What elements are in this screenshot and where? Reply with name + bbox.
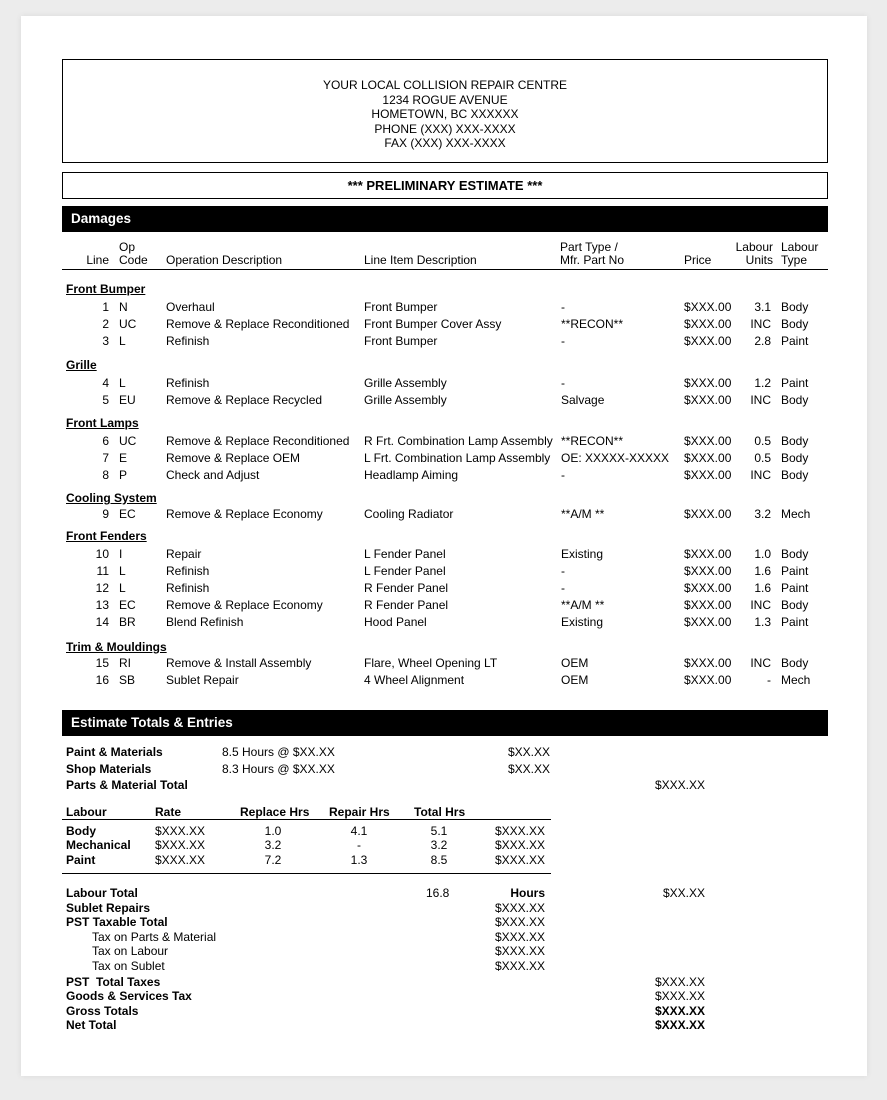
labour-units: INC [750, 317, 771, 331]
repair-hrs: 1.3 [350, 853, 368, 867]
line-number: 6 [102, 434, 109, 448]
labour-type: Paint [781, 376, 809, 390]
header-line: Line [86, 253, 109, 267]
price: $XXX.00 [684, 468, 732, 482]
operation-description: Remove & Replace Reconditioned [166, 317, 350, 331]
operation-description: Refinish [166, 564, 210, 578]
line-item-description: Front Bumper [364, 334, 438, 348]
shop-phone: PHONE (XXX) XXX-XXXX [374, 122, 516, 136]
labour-type: Body [781, 656, 809, 670]
tax-parts-amount: $XXX.XX [494, 930, 545, 944]
op-code: L [119, 564, 126, 578]
price: $XXX.00 [684, 598, 732, 612]
part-type: Salvage [561, 393, 605, 407]
gross-totals-label: Gross Totals [66, 1004, 139, 1018]
part-type: - [561, 581, 565, 595]
tax-parts-label: Tax on Parts & Material [92, 930, 217, 944]
part-type: **RECON** [561, 317, 624, 331]
sublet-repairs-label: Sublet Repairs [66, 901, 151, 915]
op-code: UC [119, 434, 137, 448]
labour-units: 0.5 [754, 434, 771, 448]
labour-units: 1.3 [754, 615, 771, 629]
labour-header-divider [62, 819, 551, 820]
op-code: EC [119, 598, 136, 612]
line-number: 5 [102, 393, 109, 407]
line-number: 3 [102, 334, 109, 348]
net-total-amount: $XXX.XX [654, 1018, 705, 1032]
labour-units: INC [750, 656, 771, 670]
line-item-description: Hood Panel [364, 615, 427, 629]
price: $XXX.00 [684, 547, 732, 561]
part-type: Existing [561, 547, 604, 561]
operation-description: Refinish [166, 334, 210, 348]
header-labour-type-bottom: Type [781, 253, 808, 267]
line-item-description: R Fender Panel [364, 598, 449, 612]
labour-type: Paint [781, 334, 809, 348]
paint-materials-amount: $XX.XX [507, 745, 550, 759]
labour-units: 1.0 [754, 547, 771, 561]
line-item-description: Grille Assembly [364, 393, 447, 407]
shop-materials-label: Shop Materials [66, 762, 152, 776]
line-number: 13 [95, 598, 109, 612]
line-number: 8 [102, 468, 109, 482]
labour-units: 1.6 [754, 564, 771, 578]
part-type: OEM [561, 673, 589, 687]
labour-type-label: Mechanical [66, 838, 131, 852]
price: $XXX.00 [684, 581, 732, 595]
operation-description: Check and Adjust [166, 468, 260, 482]
tax-labour-amount: $XXX.XX [494, 944, 545, 958]
price: $XXX.00 [684, 507, 732, 521]
labour-units: 1.6 [754, 581, 771, 595]
line-number: 11 [96, 564, 109, 578]
price: $XXX.00 [684, 615, 732, 629]
op-code: BR [119, 615, 136, 629]
line-item-description: Flare, Wheel Opening LT [364, 656, 498, 670]
op-code: SB [119, 673, 136, 687]
totals-section-bar [62, 710, 828, 736]
gst-label: Goods & Services Tax [66, 989, 192, 1003]
op-code: P [119, 468, 128, 482]
labour-units: - [767, 673, 771, 687]
price: $XXX.00 [684, 656, 732, 670]
price: $XXX.00 [684, 564, 732, 578]
line-item-description: L Fender Panel [364, 547, 446, 561]
labour-units: INC [750, 468, 771, 482]
repair-hrs: - [357, 838, 361, 852]
operation-description: Refinish [166, 376, 210, 390]
line-number: 2 [102, 317, 109, 331]
labour-type: Body [781, 317, 809, 331]
part-type: OEM [561, 656, 589, 670]
section-title: Grille [66, 358, 97, 372]
labour-header: Labour [66, 805, 107, 819]
section-title: Trim & Mouldings [66, 640, 167, 654]
price: $XXX.00 [684, 334, 732, 348]
line-number: 14 [95, 615, 109, 629]
estimate-title: *** PRELIMINARY ESTIMATE *** [62, 172, 828, 199]
part-type: - [561, 376, 565, 390]
operation-description: Overhaul [166, 300, 215, 314]
labour-table-divider [62, 873, 551, 874]
part-type: **A/M ** [561, 507, 605, 521]
total-hrs: 3.2 [430, 838, 448, 852]
line-item-description: R Frt. Combination Lamp Assembly [364, 434, 553, 448]
op-code: L [119, 376, 126, 390]
damages-section-bar [62, 206, 828, 232]
op-code: RI [119, 656, 131, 670]
labour-type: Mech [781, 507, 811, 521]
gross-totals-amount: $XXX.XX [654, 1004, 705, 1018]
line-item-description: L Fender Panel [364, 564, 446, 578]
header-part-type-bottom: Mfr. Part No [560, 253, 625, 267]
header-price: Price [684, 253, 712, 267]
total-hrs: 5.1 [430, 824, 448, 838]
header-part-type-top: Part Type / [560, 240, 618, 254]
labour-total-amount: $XX.XX [662, 886, 705, 900]
labour-amount: $XXX.XX [494, 824, 545, 838]
total-hrs: 8.5 [430, 853, 448, 867]
part-type: Existing [561, 615, 604, 629]
parts-material-total-label: Parts & Material Total [66, 778, 188, 792]
total-hrs-header: Total Hrs [414, 805, 466, 819]
part-type: OE: XXXXX-XXXXX [561, 451, 670, 465]
line-item-description: Grille Assembly [364, 376, 447, 390]
op-code: EC [119, 507, 136, 521]
section-title: Front Fenders [66, 529, 147, 543]
labour-type: Body [781, 598, 809, 612]
op-code: UC [119, 317, 137, 331]
shop-city: HOMETOWN, BC XXXXXX [371, 107, 519, 121]
labour-amount: $XXX.XX [494, 838, 545, 852]
line-number: 15 [95, 656, 109, 670]
labour-type: Paint [781, 581, 809, 595]
labour-type: Body [781, 393, 809, 407]
paint-materials-detail: 8.5 Hours @ $XX.XX [222, 745, 335, 759]
labour-type: Body [781, 434, 809, 448]
pst-taxable-total-label: PST Taxable Total [66, 915, 168, 929]
operation-description: Sublet Repair [166, 673, 239, 687]
labour-rate: $XXX.XX [155, 838, 206, 852]
part-type: - [561, 564, 565, 578]
labour-units: INC [750, 393, 771, 407]
tax-sublet-label: Tax on Sublet [92, 959, 165, 973]
tax-labour-label: Tax on Labour [92, 944, 169, 958]
op-code: L [119, 334, 126, 348]
op-code: E [119, 451, 128, 465]
shop-address: 1234 ROGUE AVENUE [382, 93, 508, 107]
header-op-code-top: Op [119, 240, 136, 254]
header-labour-type-top: Labour [781, 240, 819, 254]
replace-hrs: 3.2 [264, 838, 282, 852]
part-type: **A/M ** [561, 598, 605, 612]
labour-amount: $XXX.XX [494, 853, 545, 867]
price: $XXX.00 [684, 673, 732, 687]
op-code: EU [119, 393, 136, 407]
shop-materials-amount: $XX.XX [507, 762, 550, 776]
line-item-description: R Fender Panel [364, 581, 449, 595]
op-code: L [119, 581, 126, 595]
shop-materials-detail: 8.3 Hours @ $XX.XX [222, 762, 335, 776]
price: $XXX.00 [684, 376, 732, 390]
shop-name: YOUR LOCAL COLLISION REPAIR CENTRE [322, 78, 568, 92]
line-number: 12 [95, 581, 109, 595]
labour-type: Body [781, 468, 809, 482]
labour-units: 0.5 [754, 451, 771, 465]
part-type: **RECON** [561, 434, 624, 448]
labour-type: Mech [781, 673, 811, 687]
operation-description: Refinish [166, 581, 210, 595]
repair-hrs-header: Repair Hrs [329, 805, 390, 819]
parts-material-total-amount: $XXX.XX [654, 778, 705, 792]
shop-fax: FAX (XXX) XXX-XXXX [384, 136, 506, 150]
operation-description: Repair [166, 547, 202, 561]
gst-amount: $XXX.XX [654, 989, 705, 1003]
line-item-description: Cooling Radiator [364, 507, 454, 521]
line-number: 10 [95, 547, 109, 561]
line-number: 4 [102, 376, 109, 390]
paint-materials-label: Paint & Materials [66, 745, 163, 759]
labour-units: 3.1 [754, 300, 771, 314]
operation-description: Remove & Replace Economy [166, 598, 323, 612]
net-total-label: Net Total [66, 1018, 117, 1032]
header-operation: Operation Description [166, 253, 283, 267]
shop-header [62, 59, 828, 163]
header-labour-units-bottom: Units [745, 253, 773, 267]
labour-rate: $XXX.XX [155, 824, 206, 838]
line-number: 1 [102, 300, 109, 314]
labour-units: 3.2 [754, 507, 771, 521]
labour-total-label: Labour Total [66, 886, 138, 900]
section-title: Front Bumper [66, 282, 146, 296]
section-title: Cooling System [66, 491, 157, 505]
pst-total-taxes-label: PST Total Taxes [66, 975, 161, 989]
price: $XXX.00 [684, 434, 732, 448]
line-number: 16 [95, 673, 109, 687]
operation-description: Remove & Replace Economy [166, 507, 323, 521]
header-labour-units-top: Labour [735, 240, 773, 254]
operation-description: Blend Refinish [166, 615, 244, 629]
operation-description: Remove & Replace Recycled [166, 393, 323, 407]
part-type: - [561, 468, 565, 482]
rate-header: Rate [155, 805, 182, 819]
header-line-item: Line Item Description [364, 253, 477, 267]
sublet-repairs-amount: $XXX.XX [494, 901, 545, 915]
section-title: Front Lamps [66, 416, 139, 430]
replace-hrs: 1.0 [264, 824, 282, 838]
totals-title: Estimate Totals & Entries [71, 715, 233, 730]
labour-units: 1.2 [754, 376, 771, 390]
operation-description: Remove & Install Assembly [166, 656, 312, 670]
labour-type: Body [781, 300, 809, 314]
line-item-description: L Frt. Combination Lamp Assembly [364, 451, 551, 465]
header-op-code-bottom: Code [119, 253, 148, 267]
labour-type: Body [781, 547, 809, 561]
pst-taxable-total-amount: $XXX.XX [494, 915, 545, 929]
op-code: I [119, 547, 123, 561]
labour-rate: $XXX.XX [155, 853, 206, 867]
replace-hrs-header: Replace Hrs [240, 805, 310, 819]
labour-type: Body [781, 451, 809, 465]
header-divider [62, 269, 828, 270]
part-type: - [561, 300, 565, 314]
line-number: 9 [102, 507, 109, 521]
price: $XXX.00 [684, 393, 732, 407]
line-item-description: Front Bumper Cover Assy [364, 317, 502, 331]
part-type: - [561, 334, 565, 348]
operation-description: Remove & Replace Reconditioned [166, 434, 350, 448]
line-number: 7 [102, 451, 109, 465]
operation-description: Remove & Replace OEM [166, 451, 301, 465]
estimate-page [21, 16, 867, 1076]
price: $XXX.00 [684, 300, 732, 314]
line-item-description: Headlamp Aiming [364, 468, 459, 482]
pst-total-taxes-amount: $XXX.XX [654, 975, 705, 989]
labour-type: Paint [781, 564, 809, 578]
line-item-description: Front Bumper [364, 300, 438, 314]
repair-hrs: 4.1 [350, 824, 368, 838]
labour-total-hours: 16.8 [426, 886, 450, 900]
labour-units: 2.8 [754, 334, 771, 348]
labour-type-label: Paint [66, 853, 96, 867]
damages-title: Damages [71, 211, 132, 226]
op-code: N [119, 300, 128, 314]
price: $XXX.00 [684, 451, 732, 465]
labour-units: INC [750, 598, 771, 612]
labour-type: Paint [781, 615, 809, 629]
replace-hrs: 7.2 [264, 853, 282, 867]
labour-type-label: Body [66, 824, 96, 838]
labour-total-hours-label: Hours [510, 886, 545, 900]
price: $XXX.00 [684, 317, 732, 331]
tax-sublet-amount: $XXX.XX [494, 959, 545, 973]
line-item-description: 4 Wheel Alignment [364, 673, 465, 687]
